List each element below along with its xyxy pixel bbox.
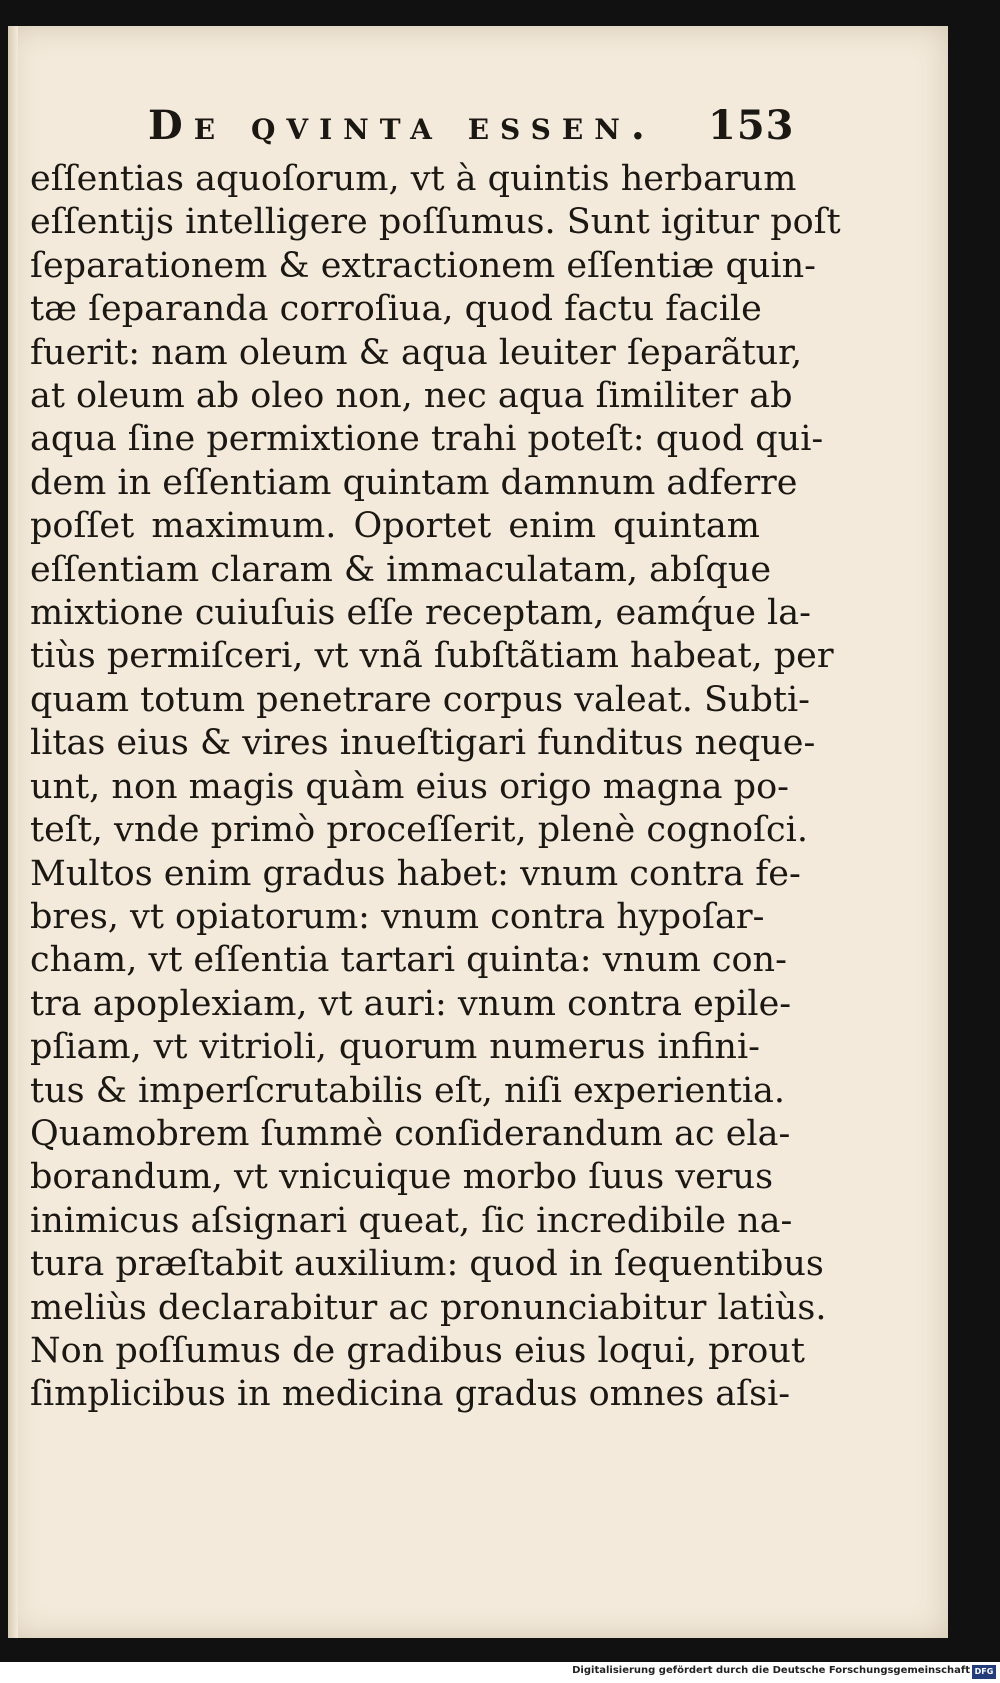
text-line: litas eius & vires inueſtigari funditus neque-	[30, 723, 816, 764]
text-line: pſiam, vt vitrioli, quorum numerus infini-	[30, 1027, 760, 1068]
digitization-footer	[0, 1662, 1000, 1683]
text-line: ſimplicibus in medicina gradus omnes aſsi-	[30, 1374, 791, 1415]
text-line: eſſentijs intelligere poſſumus. Sunt igitur poſt	[30, 202, 841, 243]
funding-credit: Digitalisierung gefördert durch die Deutsche Forschungsgemeinschaft	[572, 1665, 970, 1676]
text-line: cham, vt eſſentia tartari quinta: vnum con-	[30, 940, 787, 981]
text-line: tus & imperſcrutabilis eſt, niſi experientia.	[30, 1070, 786, 1111]
page-edge	[8, 26, 18, 1638]
text-line: aqua ſine permixtione trahi poteſt: quod qui-	[30, 419, 824, 460]
text-line: ſeparationem & extractionem eſſentiæ quin-	[30, 245, 816, 286]
text-line: quam totum penetrare corpus valeat. Subti-	[30, 679, 810, 720]
text-line: poſſet maximum. Oportet enim quintam	[30, 506, 760, 547]
text-line: unt, non magis quàm eius origo magna po-	[30, 766, 789, 807]
text-line: meliùs declarabitur ac pronunciabitur latiùs.	[30, 1287, 827, 1328]
text-line: tra apoplexiam, vt auri: vnum contra epile-	[30, 983, 792, 1024]
dfg-logo: DFG	[972, 1665, 996, 1679]
text-line: borandum, vt vnicuique morbo ſuus verus	[30, 1157, 774, 1198]
text-line: bres, vt opiatorum: vnum contra hypoſar-	[30, 896, 765, 937]
text-line: at oleum ab oleo non, nec aqua ſimiliter ab	[30, 376, 793, 417]
text-line: dem in eſſentiam quintam damnum adferre	[30, 462, 798, 503]
running-head	[148, 98, 795, 149]
text-line: teſt, vnde primò proceſſerit, plenè cognoſci.	[30, 810, 808, 851]
text-line: tura præſtabit auxilium: quod in ſequentibus	[30, 1244, 824, 1285]
text-line: Quamobrem ſummè conſiderandum ac ela-	[30, 1113, 791, 1154]
running-head-title: De qvinta essen.	[148, 102, 656, 149]
page-number: 153	[708, 102, 795, 149]
text-line: Non poſſumus de gradibus eius loqui, prout	[30, 1330, 805, 1371]
text-line: eſſentias aquoſorum, vt à quintis herbarum	[30, 159, 797, 199]
body-text	[30, 158, 841, 1417]
text-line: inimicus aſsignari queat, ſic incredibile na-	[30, 1200, 793, 1241]
text-line: fuerit: nam oleum & aqua leuiter ſeparãtur,	[30, 332, 803, 373]
text-line: tiùs permiſceri, vt vnã ſubſtãtiam habeat, per	[30, 636, 834, 677]
text-line: tæ ſeparanda corroſiua, quod factu facile	[30, 289, 762, 330]
text-line: eſſentiam claram & immaculatam, abſque	[30, 549, 772, 590]
text-line: Multos enim gradus habet: vnum contra fe-	[30, 853, 801, 894]
text-line: mixtione cuiuſuis eſſe receptam, eamq́ue la-	[30, 593, 811, 634]
